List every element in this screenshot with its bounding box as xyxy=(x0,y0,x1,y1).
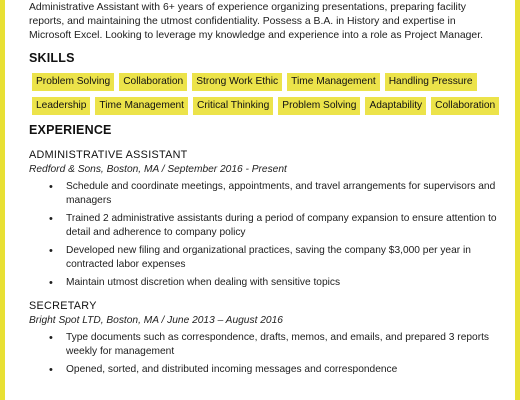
job-company-dates: Bright Spot LTD, Boston, MA / June 2013 – August 2016 xyxy=(29,315,283,326)
job-title: ADMINISTRATIVE ASSISTANT xyxy=(29,149,188,161)
skills-row-2 xyxy=(29,97,499,115)
skill-tag: Collaboration xyxy=(431,97,499,115)
job-bullet: • Maintain utmost discretion when dealing with sensitive topics xyxy=(49,276,499,290)
job-entry-secretary xyxy=(29,300,499,377)
job-bullet: • Schedule and coordinate meetings, appointments, and travel arrangements for supervisors and managers xyxy=(49,180,499,208)
skill-tag: Handling Pressure xyxy=(385,73,477,91)
experience-heading: EXPERIENCE xyxy=(29,123,112,137)
skill-tag: Time Management xyxy=(95,97,188,115)
job-bullet: • Developed new filing and organizational practices, saving the company $3,000 per year in contracted labor expenses xyxy=(49,244,499,272)
job-bullet: • Trained 2 administrative assistants during a period of company expansion to ensure attention to detail and adherence to company policy xyxy=(49,212,499,240)
skill-tag: Time Management xyxy=(287,73,380,91)
skills-row-1 xyxy=(29,73,499,91)
job-bullets xyxy=(29,331,499,377)
skill-tag: Collaboration xyxy=(119,73,187,91)
skills-list xyxy=(29,73,499,115)
job-bullet: • Opened, sorted, and distributed incoming messages and correspondence xyxy=(49,363,499,377)
skill-tag: Leadership xyxy=(32,97,90,115)
skill-tag: Problem Solving xyxy=(278,97,360,115)
skill-tag: Critical Thinking xyxy=(193,97,273,115)
job-entry-administrative-assistant xyxy=(29,149,499,290)
resume-content xyxy=(29,0,499,381)
job-title: SECRETARY xyxy=(29,300,97,312)
skill-tag: Problem Solving xyxy=(32,73,114,91)
skills-heading: SKILLS xyxy=(29,51,75,65)
skill-tag: Adaptability xyxy=(365,97,426,115)
job-bullets xyxy=(29,180,499,290)
skill-tag: Strong Work Ethic xyxy=(192,73,282,91)
job-bullet: • Type documents such as correspondence, drafts, memos, and emails, and prepared 3 reports weekly for management xyxy=(49,331,499,359)
professional-summary: Administrative Assistant with 6+ years of experience organizing presentations, preparing facility reports, and maintaining the utmost confidentiality. Possess a B.A. in History and expertise in Microsoft Excel. Looking to leverage my knowledge and experience into a role as Project Manager. xyxy=(29,2,483,41)
job-company-dates: Redford & Sons, Boston, MA / September 2016 - Present xyxy=(29,164,287,175)
